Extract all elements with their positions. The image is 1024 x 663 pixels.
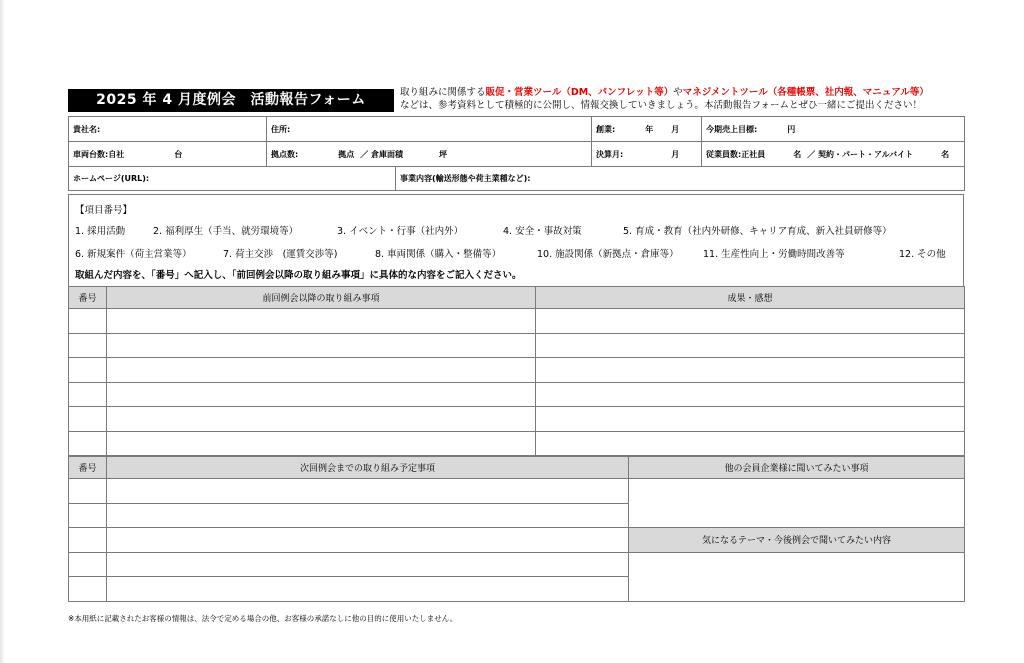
page-shadow (0, 0, 5, 663)
sales-target-unit: 円 (787, 124, 796, 134)
company-name-label: 貴社名: (73, 124, 101, 134)
vehicles-field[interactable] (69, 142, 267, 167)
prev-number-cell[interactable] (69, 333, 107, 358)
fiscal-month-field[interactable] (592, 142, 702, 167)
address-label: 住所: (271, 124, 291, 134)
item-10: 10. 施設関係（新拠点・倉庫等） (537, 249, 679, 260)
prev-actions-header: 前回例会以降の取り組み事項 (107, 287, 536, 309)
prev-result-cell[interactable] (536, 358, 965, 383)
bases-unit: 拠点 (338, 149, 355, 159)
privacy-footnote: ※本用紙に記載されたお客様の情報は、法令で定める場合の他、お客様の承諾なしに他の目的に使用いたしません。 (68, 614, 458, 623)
prev-number-cell[interactable] (69, 382, 107, 407)
next-planned-cell[interactable] (107, 528, 629, 553)
instruction-text: 取組んだ内容を、「番号」へ記入し、「前回例会以降の取り組み事項」に具体的な内容をご記入ください。 (75, 270, 522, 281)
contract-label: ／ 契約・パート・アルバイト (807, 149, 914, 159)
themes-header: 気になるテーマ・今後例会で聞いてみたい内容 (629, 528, 965, 553)
intro-sales-tools: 販促・営業ツール（DM、パンフレット等） (485, 87, 674, 98)
prev-result-cell[interactable] (536, 333, 965, 358)
bases-label: 拠点数: (271, 149, 299, 159)
intro-line-2: などは、参考資料として積極的に公開し、情報交換していきましょう。本活動報告フォームとぜひ一緒にご提出ください！ (400, 100, 923, 111)
prev-action-cell[interactable] (107, 333, 536, 358)
sales-target-field[interactable] (702, 117, 965, 142)
prev-action-cell[interactable] (107, 431, 536, 456)
company-info-table (68, 116, 965, 191)
item-7: 7. 荷主交渉 (運賃交渉等) (223, 249, 338, 260)
previous-actions-table (68, 286, 965, 456)
fiscal-month-unit: 月 (671, 149, 680, 159)
item-numbers-header: 【項目番号】 (75, 205, 133, 216)
themes-cell[interactable] (629, 552, 965, 601)
founded-year-unit: 年 (645, 124, 654, 134)
next-planned-cell[interactable] (107, 479, 629, 504)
address-field[interactable] (267, 117, 592, 142)
vehicles-unit: 台 (174, 149, 183, 159)
founded-month-unit: 月 (671, 124, 680, 134)
next-number-header: 番号 (69, 457, 107, 479)
ask-members-cell[interactable] (629, 479, 965, 528)
prev-result-cell[interactable] (536, 431, 965, 456)
item-4: 4. 安全・事故対策 (503, 226, 582, 237)
item-3: 3. イベント・行事（社内外） (337, 226, 464, 237)
ask-members-header: 他の会員企業様に聞いてみたい事項 (629, 457, 965, 479)
prev-number-cell[interactable] (69, 309, 107, 334)
fiscal-month-label: 決算月: (596, 149, 624, 159)
intro-text (400, 86, 970, 112)
next-number-cell[interactable] (69, 479, 107, 504)
employees-unit: 名 (793, 149, 802, 159)
item-8: 8. 車両関係（購入・整備等） (375, 249, 502, 260)
prev-results-header: 成果・感想 (536, 287, 965, 309)
next-planned-cell[interactable] (107, 552, 629, 577)
prev-result-cell[interactable] (536, 382, 965, 407)
next-plans-table (68, 456, 965, 602)
item-6: 6. 新規案件（荷主営業等） (75, 249, 192, 260)
prev-number-cell[interactable] (69, 358, 107, 383)
item-1: 1. 採用活動 (75, 226, 126, 237)
form-title: 2025 年 4 月度例会 活動報告フォーム (68, 89, 394, 112)
item-list-line-1 (75, 223, 892, 237)
sales-target-label: 今期売上目標: (706, 124, 758, 134)
intro-part-1: 取り組みに関係する (400, 87, 486, 98)
prev-number-header: 番号 (69, 287, 107, 309)
prev-action-cell[interactable] (107, 407, 536, 432)
item-12: 12. その他 (899, 249, 946, 260)
next-planned-cell[interactable] (107, 503, 629, 528)
item-list-line-2 (75, 246, 946, 260)
prev-number-cell[interactable] (69, 407, 107, 432)
prev-action-cell[interactable] (107, 309, 536, 334)
prev-number-cell[interactable] (69, 431, 107, 456)
bases-field[interactable] (267, 142, 592, 167)
business-field[interactable] (396, 167, 965, 191)
founded-field[interactable] (592, 117, 702, 142)
homepage-field[interactable] (69, 167, 396, 191)
intro-line-1 (400, 86, 970, 99)
prev-result-cell[interactable] (536, 407, 965, 432)
prev-result-cell[interactable] (536, 309, 965, 334)
employees-field[interactable] (702, 142, 965, 167)
next-number-cell[interactable] (69, 577, 107, 602)
next-number-cell[interactable] (69, 552, 107, 577)
warehouse-unit: 坪 (439, 149, 447, 159)
warehouse-label: ／ 倉庫面積 (360, 149, 403, 159)
prev-action-cell[interactable] (107, 358, 536, 383)
next-number-cell[interactable] (69, 528, 107, 553)
item-numbers-box (68, 194, 964, 286)
contract-unit: 名 (941, 149, 950, 159)
next-number-cell[interactable] (69, 503, 107, 528)
intro-management-tools: マネジメントツール（各種帳票、社内報、マニュアル等） (682, 87, 929, 98)
next-planned-cell[interactable] (107, 577, 629, 602)
next-planned-header: 次回例会までの取り組み予定事項 (107, 457, 629, 479)
employees-label: 従業員数:正社員 (706, 149, 766, 159)
founded-label: 創業: (596, 124, 616, 134)
vehicles-label: 車両台数:自社 (73, 149, 125, 159)
item-2: 2. 福利厚生（手当、就労環境等） (153, 226, 299, 237)
business-label: 事業内容(輸送形態や荷主業種など): (400, 174, 531, 183)
prev-action-cell[interactable] (107, 382, 536, 407)
intro-part-3: や (673, 87, 683, 98)
item-11: 11. 生産性向上・労働時間改善等 (703, 249, 845, 260)
company-name-field[interactable] (69, 117, 267, 142)
item-5: 5. 育成・教育（社内外研修、キャリア育成、新入社員研修等） (623, 226, 892, 237)
homepage-label: ホームページ(URL): (73, 174, 150, 183)
